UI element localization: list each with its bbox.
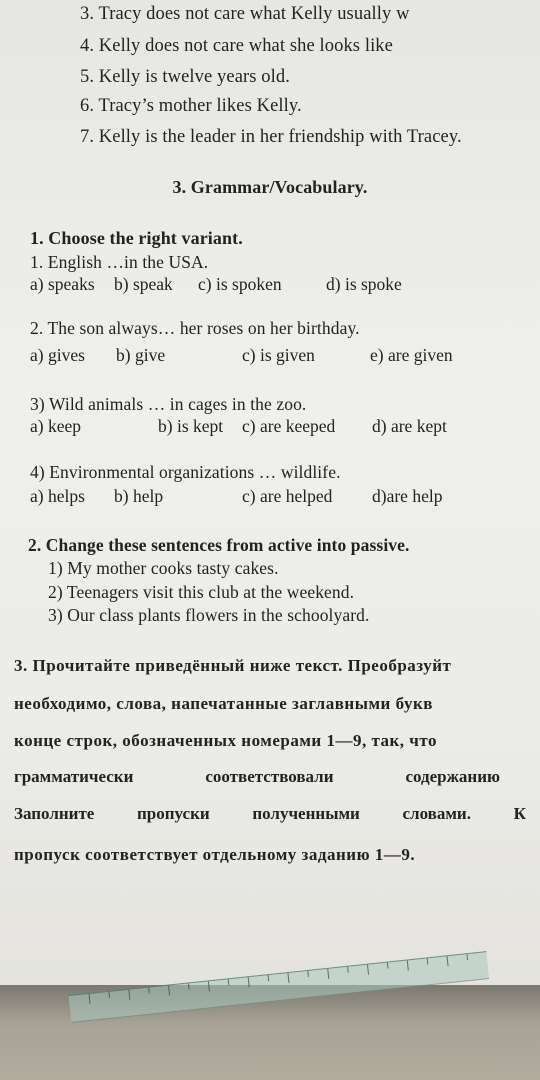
- task3-word: грамматически: [14, 767, 134, 786]
- section-title: 3. Grammar/Vocabulary.: [172, 177, 368, 197]
- statement-6: 6. Tracy’s mother likes Kelly.: [80, 96, 302, 116]
- option-a[interactable]: a) gives: [30, 345, 85, 365]
- question-4-text: 4) Environmental organizations … wildlife.: [30, 462, 341, 482]
- question-3-text: 3) Wild animals … in cages in the zoo.: [30, 394, 307, 414]
- option-d[interactable]: d) is spoke: [326, 274, 402, 294]
- statement-7: 7. Kelly is the leader in her friendship with Tracey.: [80, 127, 462, 147]
- task2-item-2: 2) Teenagers visit this club at the weekend.: [48, 582, 355, 602]
- option-d[interactable]: d) are kept: [372, 416, 447, 436]
- question-1-text: 1. English …in the USA.: [30, 252, 209, 272]
- option-c[interactable]: c) is given: [242, 345, 315, 365]
- task3-word: Заполните: [14, 804, 95, 823]
- task3-line-5: [14, 804, 526, 824]
- statement-3: 3. Tracy does not care what Kelly usually w: [80, 4, 410, 24]
- statement-5: 5. Kelly is twelve years old.: [80, 67, 290, 87]
- option-c[interactable]: c) are helped: [242, 486, 333, 506]
- task3-line-1: 3. Прочитайте приведённый ниже текст. Преобразуйт: [14, 656, 452, 675]
- option-b[interactable]: b) give: [116, 345, 166, 365]
- task3-word: К: [513, 804, 526, 823]
- option-e[interactable]: e) are given: [370, 345, 453, 365]
- option-b[interactable]: b) help: [114, 486, 164, 506]
- task2-title: 2. Change these sentences from active into passive.: [28, 535, 410, 555]
- task3-word: полученными: [252, 804, 360, 823]
- task3-word: пропуски: [137, 804, 210, 823]
- task3-word: содержанию: [405, 767, 500, 786]
- task3-word: словами.: [402, 804, 471, 823]
- task3-line-3: конце строк, обозначенных номерами 1—9, так, что: [14, 731, 438, 750]
- task2-item-1: 1) My mother cooks tasty cakes.: [48, 558, 279, 578]
- task3-word: соответствовали: [205, 767, 334, 786]
- task1-title: 1. Choose the right variant.: [30, 228, 243, 248]
- option-c[interactable]: c) are keeped: [242, 416, 336, 436]
- statement-4: 4. Kelly does not care what she looks like: [80, 36, 393, 56]
- option-b[interactable]: b) is kept: [158, 416, 224, 436]
- option-a[interactable]: a) keep: [30, 416, 82, 436]
- task2-item-3: 3) Our class plants flowers in the schoolyard.: [48, 605, 370, 625]
- option-b[interactable]: b) speak: [114, 274, 173, 294]
- option-c[interactable]: c) is spoken: [198, 274, 282, 294]
- task3-line-6: пропуск соответствует отдельному заданию 1—9.: [14, 845, 416, 864]
- option-d[interactable]: d)are help: [372, 486, 443, 506]
- option-a[interactable]: a) helps: [30, 486, 85, 506]
- task3-line-2: необходимо, слова, напечатанные заглавными букв: [14, 694, 433, 713]
- option-a[interactable]: a) speaks: [30, 274, 95, 294]
- task3-line-4: [14, 767, 500, 787]
- question-2-text: 2. The son always… her roses on her birthday.: [30, 318, 360, 338]
